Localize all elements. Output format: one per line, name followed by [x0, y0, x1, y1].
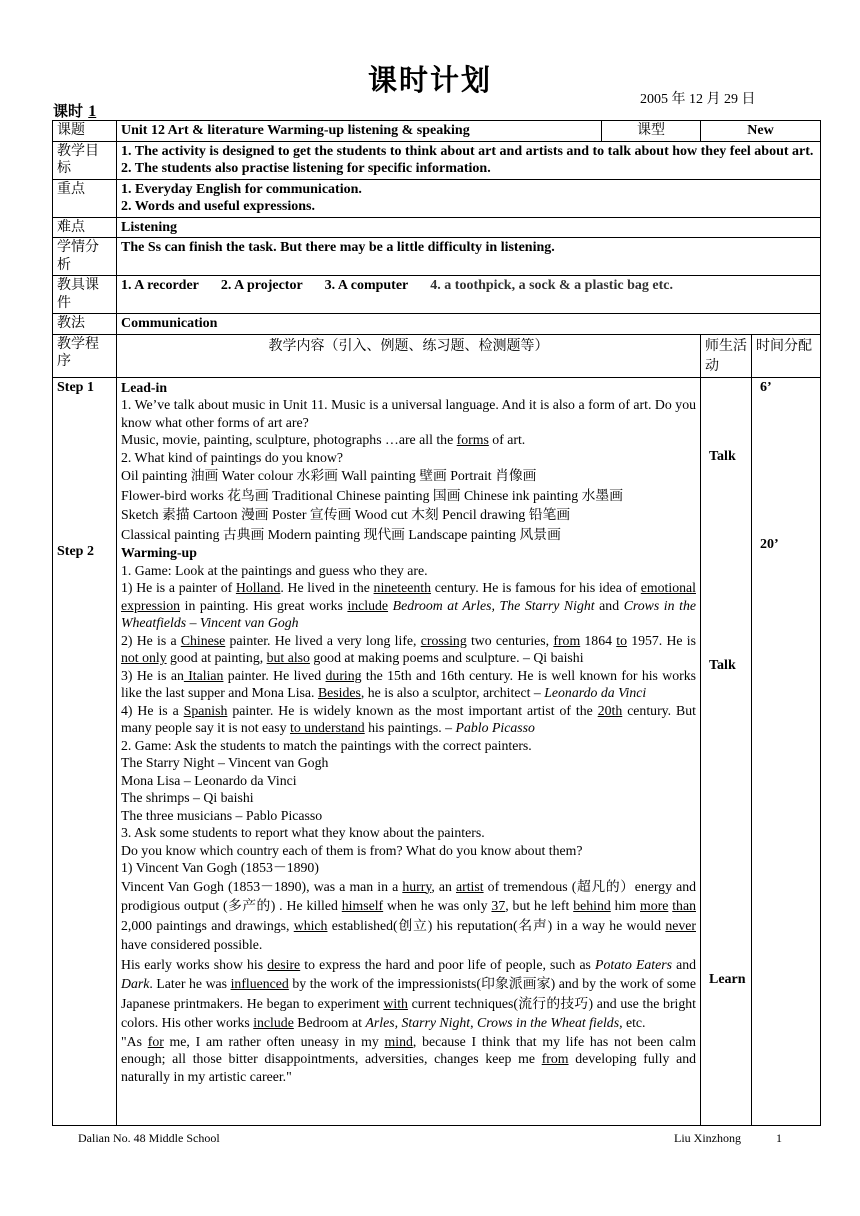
lead-in-text: 1. We’ve talk about music in Unit 11. Music is a universal language. And it is also a form of art. Do you know what other forms of art are? — [121, 397, 696, 430]
activity-column — [701, 377, 752, 1125]
row-analysis — [53, 238, 821, 276]
label-key-points: 重点 — [53, 179, 117, 217]
lesson-type-value: New — [701, 121, 821, 142]
warming-up-title: Warming-up — [121, 545, 197, 560]
time-column — [752, 377, 821, 1125]
topic-value: Unit 12 Art & literature Warming-up listening & speaking — [117, 121, 602, 142]
row-difficult — [53, 217, 821, 238]
label-procedure: 教学程序 — [53, 334, 117, 377]
lead-in-title: Lead-in — [121, 379, 167, 395]
lead-in-text: 2. What kind of paintings do you know? — [121, 449, 344, 465]
lead-in-text: Music, movie, painting, sculpture, photographs …are all the forms of art. — [121, 432, 526, 447]
document-date: 2005 年 12 月 29 日 — [640, 92, 756, 107]
row-procedure-body — [53, 377, 821, 1125]
goal-1: 1. The activity is designed to get the students to think about art and artists and to talk about how they feel about art. — [121, 143, 814, 159]
painting-types: Oil painting 油画 Water colour 水彩画 Wall painting 壁画 Portrait 肖像画 — [121, 468, 537, 483]
content-header: 教学内容（引入、例题、练习题、检测题等） — [117, 334, 701, 377]
label-analysis: 学情分析 — [53, 238, 117, 276]
tool-item: 1. A recorder — [121, 278, 199, 293]
painter-bio: His early works show his desire to express the hard and poor life of people, such as Potato Eaters and Dark. Later he was influenced by the work of the impressionists(印象派画家) and by the work of some Japanese printmakers. He began to experiment with current techniques(流行的技巧) and use the bright colors. His other works include Bedroom at Arles, Starry Night, Crows in the Wheat fields, etc. — [121, 956, 697, 1030]
activity-header: 师生活动 — [701, 334, 752, 377]
painting-types: Flower-bird works 花鸟画 Traditional Chinese painting 国画 Chinese ink painting 水墨画 — [121, 487, 623, 503]
teaching-content — [117, 377, 701, 1125]
label-method: 教法 — [53, 314, 117, 335]
painting-types: Sketch 素描 Cartoon 漫画 Poster 宣传画 Wood cut 木刻 Pencil drawing 铅笔画 — [121, 507, 571, 522]
goal-2: 2. The students also practise listening for specific information. — [121, 161, 491, 176]
match-item: The shrimps – Qi baishi — [121, 790, 254, 805]
row-topic — [53, 121, 821, 142]
row-tools — [53, 276, 821, 314]
game-instruction: 1. Game: Look at the paintings and guess who they are. — [121, 562, 428, 578]
painter-bio: Vincent Van Gogh (1853－1890), was a man in a hurry, an artist of tremendous (超凡的）energy and prodigious output (多产的) . He killed himself when he was only 37, but he left behind him more than 2,000 paintings and drawings, which established(创立) his reputation(名声) in a way he would never have considered possible. — [121, 878, 696, 952]
row-procedure-header — [53, 334, 821, 377]
painter-clue: 3) He is an Italian painter. He lived during the 15th and 16th century. He is well known for his works like the last supper and Mona Lisa. Besides, he is also a sculptor, architect – Leonardo da Vinci — [121, 667, 696, 700]
painter-clue: 2) He is a Chinese painter. He lived a very long life, crossing two centuries, from 1864 to 1957. He is not only good at painting, but also good at making poems and sculpture. – Qi baishi — [121, 632, 696, 665]
label-difficult: 难点 — [53, 217, 117, 238]
painter-heading: 1) Vincent Van Gogh (1853－1890) — [121, 860, 319, 875]
key-point-1: 1. Everyday English for communication. — [121, 181, 362, 197]
time-step-1: 6’ — [760, 379, 772, 395]
game-instruction: Do you know which country each of them is from? What do you know about them? — [121, 842, 583, 858]
activity-talk-1: Talk — [709, 448, 736, 464]
lesson-label: 课时 — [53, 102, 84, 120]
row-method — [53, 314, 821, 335]
activity-talk-2: Talk — [709, 657, 736, 673]
label-lesson-type: 课型 — [602, 121, 701, 142]
difficult-value: Listening — [117, 217, 821, 238]
footer-school: Dalian No. 48 Middle School — [78, 1131, 220, 1145]
footer-page-number: 1 — [776, 1131, 782, 1145]
row-key-points — [53, 179, 821, 217]
page-title: 课时计划 — [367, 63, 492, 97]
lesson-number — [53, 100, 96, 121]
label-tools: 教具课件 — [53, 276, 117, 314]
game-instruction: 2. Game: Ask the students to match the paintings with the correct painters. — [121, 737, 532, 753]
tool-item: 4. a toothpick, a sock & a plastic bag etc. — [430, 278, 673, 293]
painter-quote: "As for me, I am rather often uneasy in my mind, because I think that my life has not been calm enough; all those bitter disappointments, adversities, changes keep me from developing fully and naturally in my artistic career." — [121, 1033, 696, 1084]
lesson-number-value: 1 — [88, 103, 97, 120]
lesson-plan-table — [52, 120, 821, 1126]
footer-author: Liu Xinzhong — [674, 1131, 741, 1145]
painter-clue: 1) He is a painter of Holland. He lived in the nineteenth century. He is famous for his idea of emotional expression in painting. His great works include Bedroom at Arles, The Starry Night and Crows in the Wheatfields – Vincent van Gogh — [121, 580, 696, 630]
key-point-2: 2. Words and useful expressions. — [121, 199, 315, 214]
time-step-2: 20’ — [760, 536, 779, 552]
match-item: The Starry Night – Vincent van Gogh — [121, 755, 329, 770]
method-value: Communication — [117, 314, 821, 335]
analysis-value: The Ss can finish the task. But there may be a little difficulty in listening. — [117, 238, 821, 276]
match-item: The three musicians – Pablo Picasso — [121, 807, 323, 823]
row-goals — [53, 141, 821, 179]
step-1-label: Step 1 — [57, 379, 94, 395]
tool-item: 3. A computer — [324, 278, 409, 293]
label-topic: 课题 — [53, 121, 117, 142]
painter-clue: 4) He is a Spanish painter. He is widely known as the most important artist of the 20th century. But many people say it is not easy to understand his paintings. – Pablo Picasso — [121, 702, 696, 735]
step-2-label: Step 2 — [57, 544, 94, 559]
painting-types: Classical painting 古典画 Modern painting 现代画 Landscape painting 风景画 — [121, 526, 561, 542]
game-instruction: 3. Ask some students to report what they know about the painters. — [121, 825, 485, 840]
activity-learn: Learn — [709, 971, 746, 987]
match-item: Mona Lisa – Leonardo da Vinci — [121, 772, 297, 788]
time-header: 时间分配 — [752, 334, 821, 377]
tool-item: 2. A projector — [220, 278, 303, 293]
label-goals: 教学目标 — [53, 141, 117, 179]
